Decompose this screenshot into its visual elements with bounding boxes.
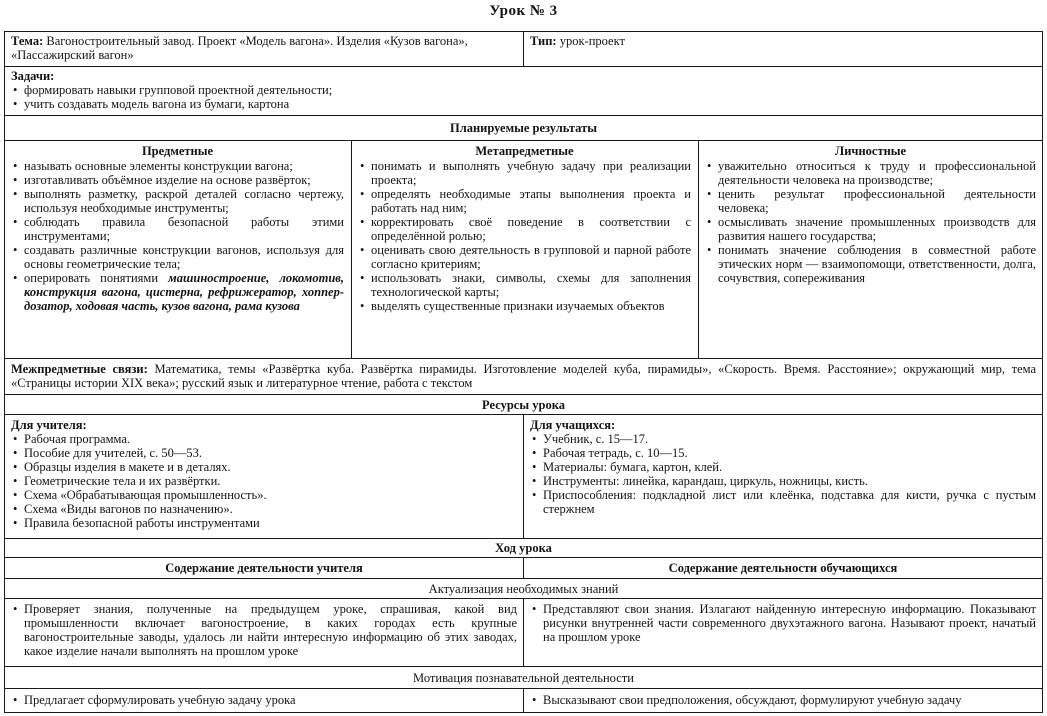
stage-student-activity <box>524 691 1042 711</box>
meta-result-item: • выделять существенные признаки изучаемых объектов <box>358 299 691 313</box>
meta-results-title: Метапредметные <box>475 144 574 158</box>
student-resource-item: • Инструменты: линейка, карандаш, циркуль, ножницы, кисть. <box>530 474 1036 488</box>
meta-results-list <box>358 159 691 313</box>
teacher-resource-item: • Схема «Виды вагонов по назначению». <box>11 502 517 516</box>
meta-results-cell <box>352 142 697 356</box>
stage-teacher-activity <box>5 691 523 711</box>
subject-results-cell <box>5 142 350 356</box>
lesson-flow-heading: Ход урока <box>495 541 552 555</box>
type-label: Тип: <box>530 34 557 48</box>
subject-result-item: • называть основные элементы конструкции вагона; <box>11 159 344 173</box>
stage-student-activity <box>524 600 1042 664</box>
teacher-activity-item: • Предлагает сформулировать учебную задачу урока <box>11 693 517 707</box>
student-activity-item: • Высказывают свои предположения, обсуждают, формулируют учебную задачу <box>530 693 1036 707</box>
task-item: • учить создавать модель вагона из бумаги, картона <box>11 97 1036 111</box>
subject-results-title: Предметные <box>141 144 214 158</box>
student-resource-item: • Учебник, с. 15—17. <box>530 432 1036 446</box>
teacher-resource-item: • Правила безопасной работы инструментами <box>11 516 517 530</box>
row-divider <box>5 578 1042 579</box>
student-resource-item: • Приспособления: подкладной лист или клеёнка, подставка для кисти, ручка с пустым стержнем <box>530 488 1036 516</box>
personal-result-item: • осмысливать значение промышленных производств для развития нашего государства; <box>705 215 1036 243</box>
teacher-activity-header: Содержание деятельности учителя <box>165 561 363 575</box>
tasks-label: Задачи: <box>11 69 55 83</box>
personal-result-item: • понимать значение соблюдения в совместной работе этических норм — взаимопомощи, ответственности, долга, сочувствия, сопереживания <box>705 243 1036 285</box>
student-resources-cell <box>524 416 1042 536</box>
tasks-list <box>11 83 1036 111</box>
teacher-resource-item: • Пособие для учителей, с. 50—53. <box>11 446 517 460</box>
personal-results-list <box>705 159 1036 285</box>
teacher-resources-title: Для учителя: <box>11 418 87 432</box>
teacher-resource-item: • Рабочая программа. <box>11 432 517 446</box>
teacher-resources-list <box>11 432 517 530</box>
stage-name: Актуализация необходимых знаний <box>428 582 619 596</box>
subject-results-list <box>11 159 344 313</box>
subject-result-item: • выполнять разметку, раскрой деталей согласно чертежу, используя необходимые инструменты; <box>11 187 344 215</box>
student-activity-item: • Представляют свои знания. Излагают найденную интересную информацию. Показывают рисунки внутренней части современного двухэтажного вагона. Называют проект, начатый на прошлом уроке <box>530 602 1036 644</box>
meta-result-item: • использовать знаки, символы, схемы для заполнения технологической карты; <box>358 271 691 299</box>
subject-result-item: • создавать различные конструкции вагонов, используя для основы геометрические тела; <box>11 243 344 271</box>
teacher-activity-item: • Проверяет знания, полученные на предыдущем уроке, спрашивая, какой вид промышленности включает вагоностроение, в каких городах есть крупные вагоностроительные заводы, удалось ли найти интересную информацию об этих заводах, какое изделие начали выполнять на прошлом уроке <box>11 602 517 658</box>
row-divider <box>5 666 1042 667</box>
stage-name: Мотивация познавательной деятельности <box>413 671 634 685</box>
student-resources-title: Для учащихся: <box>530 418 616 432</box>
stage-teacher-activity <box>5 600 523 664</box>
student-resource-item: • Материалы: бумага, картон, клей. <box>530 460 1036 474</box>
row-divider <box>5 115 1042 116</box>
meta-result-item: • понимать и выполнять учебную задачу при реализации проекта; <box>358 159 691 187</box>
student-activity-header: Содержание деятельности обучающихся <box>668 561 898 575</box>
subject-result-item-terms: машиностроение, локомотив, конструкция вагона, цистерна, рефрижератор, хоппер-дозатор, ходовая часть, кузов вагона, рама кузова <box>24 271 344 313</box>
task-item: • формировать навыки групповой проектной деятельности; <box>11 83 1036 97</box>
theme-cell <box>5 32 523 66</box>
teacher-resource-item: • Геометрические тела и их развёртки. <box>11 474 517 488</box>
personal-result-item: • уважительно относиться к труду и профессиональной деятельности человека на производстве; <box>705 159 1036 187</box>
subject-result-item <box>11 271 344 313</box>
student-resources-list <box>530 432 1036 516</box>
type-cell <box>524 32 1042 66</box>
interdisciplinary-text: Математика, темы «Развёртка куба. Развёртка пирамиды. Изготовление моделей куба, пирамиды», «Скорость. Время. Расстояние»; окружающий мир, тема «Страницы истории XIX века»; русский язык и литературное чтение, работа с текстом <box>11 362 1036 390</box>
subject-result-item: • изготавливать объёмное изделие на основе развёрток; <box>11 173 344 187</box>
meta-result-item: • корректировать своё поведение в соответствии с определённой ролью; <box>358 215 691 243</box>
lesson-table <box>4 31 1043 713</box>
meta-result-item: • оценивать свою деятельность в групповой и парной работе согласно критериям; <box>358 243 691 271</box>
teacher-resource-item: • Схема «Обрабатывающая промышленность». <box>11 488 517 502</box>
personal-result-item: • ценить результат профессиональной деятельности человека; <box>705 187 1036 215</box>
type-text: урок-проект <box>559 34 625 48</box>
theme-label: Тема: <box>11 34 44 48</box>
subject-result-item-prefix: оперировать понятиями <box>24 271 169 285</box>
row-divider <box>5 394 1042 395</box>
row-divider <box>5 358 1042 359</box>
lesson-title: Урок № 3 <box>489 3 558 19</box>
teacher-resources-cell <box>5 416 523 536</box>
theme-text: Вагоностроительный завод. Проект «Модель вагона». Изделия «Кузов вагона», «Пассажирский вагон» <box>11 34 468 62</box>
interdisciplinary-label: Межпредметные связи: <box>11 362 148 376</box>
personal-results-cell <box>699 142 1042 356</box>
meta-result-item: • определять необходимые этапы выполнения проекта и работать над ним; <box>358 187 691 215</box>
tasks-cell <box>5 67 1042 115</box>
planned-results-heading: Планируемые результаты <box>449 121 597 135</box>
subject-result-item: • соблюдать правила безопасной работы этими инструментами; <box>11 215 344 243</box>
resources-heading: Ресурсы урока <box>482 398 565 412</box>
row-divider <box>5 140 1042 141</box>
personal-results-title: Личностные <box>834 144 907 158</box>
teacher-resource-item: • Образцы изделия в макете и в деталях. <box>11 460 517 474</box>
student-resource-item: • Рабочая тетрадь, с. 10—15. <box>530 446 1036 460</box>
interdisciplinary-cell <box>5 360 1042 394</box>
